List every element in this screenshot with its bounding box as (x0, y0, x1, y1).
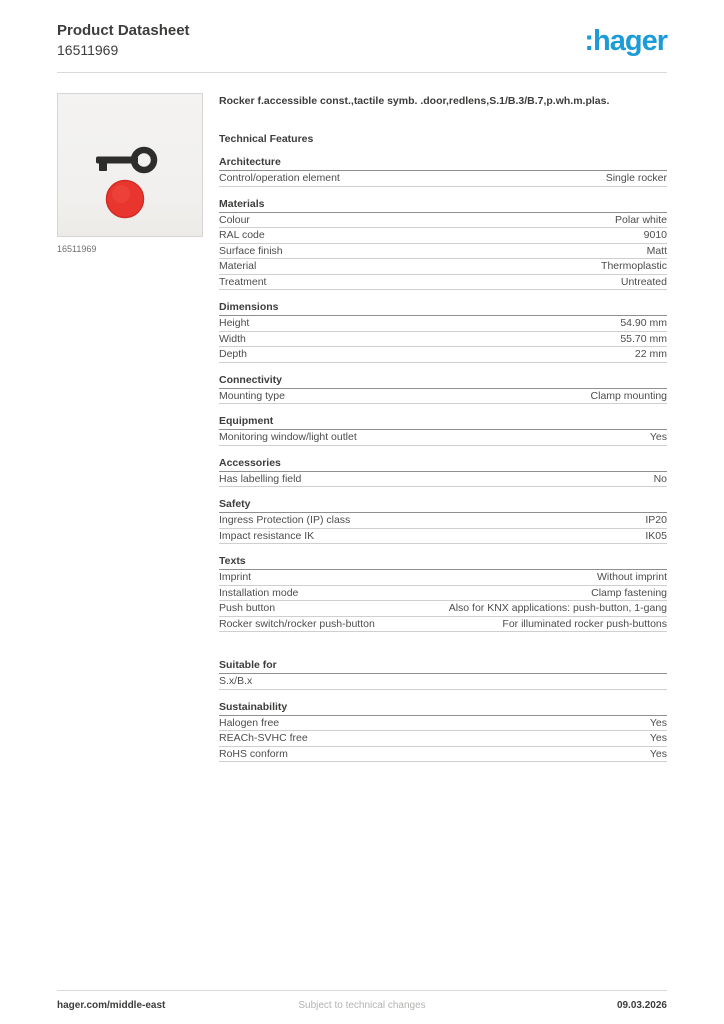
image-caption: 16511969 (57, 243, 97, 254)
spec-label: Surface finish (219, 244, 283, 257)
spec-label: Monitoring window/light outlet (219, 431, 357, 444)
spec-label: Control/operation element (219, 172, 340, 185)
spec-label: REACh-SVHC free (219, 732, 308, 745)
spec-value: 22 mm (634, 348, 667, 361)
hager-logo: :hager (584, 25, 667, 57)
spec-value: Single rocker (605, 172, 667, 185)
footer (57, 990, 667, 1011)
spec-label: Rocker switch/rocker push-button (219, 617, 375, 630)
spec-label: Push button (219, 602, 276, 615)
section-sustainability (219, 701, 667, 763)
section-heading: Materials (219, 198, 667, 213)
spec-value: Polar white (615, 213, 667, 226)
spec-row (219, 529, 667, 545)
footer-website: hager.com/middle-east (57, 1000, 166, 1011)
section-architecture (219, 156, 667, 187)
spec-label: Ingress Protection (IP) class (219, 514, 351, 527)
section-heading: Safety (219, 498, 667, 513)
spec-row (219, 332, 667, 348)
spec-label: Width (219, 332, 246, 345)
spec-value: IK05 (645, 529, 667, 542)
spec-value: Yes (649, 747, 667, 760)
spec-label: Has labelling field (219, 472, 302, 485)
spec-value: Yes (649, 732, 667, 745)
rocker-plate-graphic (58, 94, 202, 236)
section-heading: Suitable for (219, 659, 667, 674)
section-equipment (219, 415, 667, 446)
product-title: Rocker f.accessible const.,tactile symb. .door,redlens,S.1/B.3/B.7,p.wh.m.plas. (219, 94, 610, 107)
document-title: Product Datasheet (57, 22, 190, 39)
spec-label: Colour (219, 213, 250, 226)
section-safety (219, 498, 667, 544)
spec-row (219, 586, 667, 602)
section-heading: Dimensions (219, 301, 667, 316)
spec-row (219, 570, 667, 586)
section-heading: Equipment (219, 415, 667, 430)
spec-row (219, 513, 667, 529)
section-suitable-for (219, 659, 667, 690)
footer-date: 09.03.2026 (616, 1000, 667, 1011)
spec-row (219, 275, 667, 291)
spec-label: Depth (219, 348, 248, 361)
document-reference: 16511969 (57, 41, 119, 58)
spec-value: Also for KNX applications: push-button, 1-gang (448, 602, 667, 615)
sections (219, 156, 667, 762)
section-accessories (219, 457, 667, 488)
spec-row (219, 316, 667, 332)
spec-label: Height (219, 317, 250, 330)
footer-disclaimer: Subject to technical changes (298, 1000, 426, 1011)
section-dimensions (219, 301, 667, 363)
spec-row (219, 601, 667, 617)
spec-value: Thermoplastic (601, 260, 667, 273)
main-content (57, 93, 667, 762)
spec-label: Imprint (219, 571, 252, 584)
spec-value: No (653, 472, 667, 485)
spec-value: Yes (649, 716, 667, 729)
spec-label: Impact resistance IK (219, 529, 315, 542)
product-image (57, 93, 203, 237)
spec-row (219, 347, 667, 363)
spec-value: Without imprint (596, 571, 667, 584)
spec-label: Mounting type (219, 389, 285, 402)
spec-value: 55.70 mm (620, 332, 667, 345)
spec-label: RoHS conform (219, 747, 288, 760)
spec-value: For illuminated rocker push-buttons (502, 617, 667, 630)
spec-label: Material (219, 260, 257, 273)
spec-row (219, 674, 667, 690)
section-texts (219, 555, 667, 632)
spec-row (219, 228, 667, 244)
spec-label: S.x/B.x (219, 675, 253, 688)
spec-row (219, 747, 667, 763)
section-heading: Sustainability (219, 701, 667, 716)
specs-column (219, 93, 667, 762)
spec-row (219, 259, 667, 275)
spec-label: Halogen free (219, 716, 280, 729)
key-symbol-icon (96, 150, 154, 171)
spec-row (219, 430, 667, 446)
header-divider (57, 72, 667, 73)
section-materials (219, 198, 667, 291)
header (57, 22, 667, 59)
spec-value: Clamp mounting (590, 389, 667, 402)
spec-row (219, 389, 667, 405)
spec-value: IP20 (645, 514, 667, 527)
spec-row (219, 472, 667, 488)
spec-row (219, 731, 667, 747)
spec-value: Clamp fastening (591, 586, 667, 599)
section-heading: Architecture (219, 156, 667, 171)
spec-value: Yes (649, 431, 667, 444)
spec-value: Untreated (620, 275, 667, 288)
spec-label: RAL code (219, 229, 265, 242)
section-heading: Texts (219, 555, 667, 570)
spec-value: 9010 (643, 229, 667, 242)
spec-row (219, 213, 667, 229)
spec-row (219, 617, 667, 633)
section-heading: Accessories (219, 457, 667, 472)
product-image-column (57, 93, 203, 254)
spec-row (219, 716, 667, 732)
spec-label: Treatment (219, 275, 267, 288)
spec-row (219, 171, 667, 187)
section-heading: Connectivity (219, 374, 667, 389)
spec-label: Installation mode (219, 586, 299, 599)
section-connectivity (219, 374, 667, 405)
technical-features-heading: Technical Features (219, 133, 314, 146)
header-titles (57, 22, 190, 59)
spec-value: 54.90 mm (620, 317, 667, 330)
spec-value: Matt (646, 244, 667, 257)
spec-row (219, 244, 667, 260)
